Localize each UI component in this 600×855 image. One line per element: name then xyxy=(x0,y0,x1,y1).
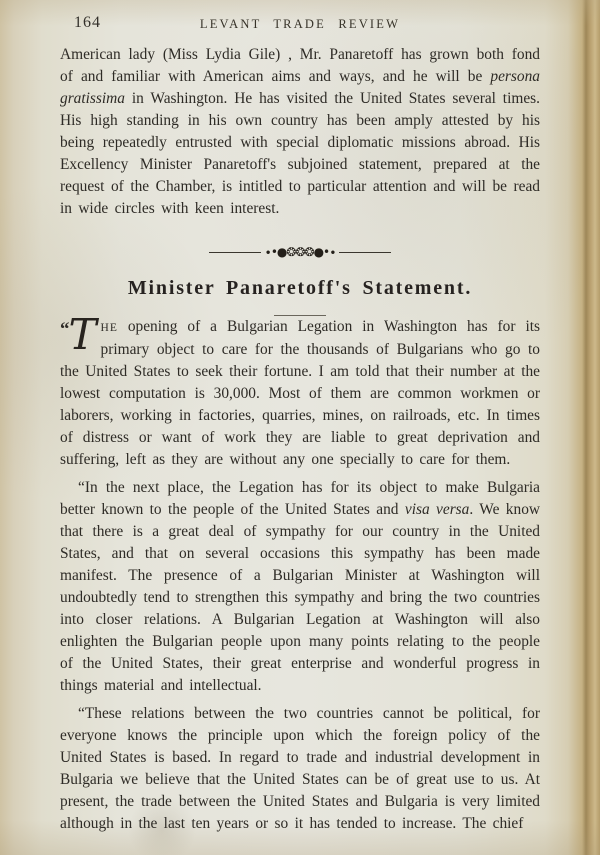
statement-2-text-start: In the next place, the Legation has for its object to make Bulgaria better known to the people of the United States and xyxy=(60,479,540,518)
intro-paragraph xyxy=(60,44,540,220)
ornament-right-rule xyxy=(339,252,391,253)
statement-2-italic-phrase: visa versa xyxy=(404,501,470,518)
intro-italic-phrase: persona gratissima xyxy=(60,68,540,107)
decorative-drop-cap: T xyxy=(68,310,97,359)
statement-3-text: These relations between the two countries cannot be political, for everyone knows the principle upon which the foreign policy of the United States is based. In regard to trade and industrial development in Bulgaria we believe that the United States can be of great use to us. At present, the trade between the United States and Bulgaria is very limited although in the last ten years or so it has tended to increase. The chief xyxy=(60,705,540,832)
statement-paragraph-2 xyxy=(60,477,540,697)
dropcap-wrap xyxy=(60,310,97,359)
ornament-left-rule xyxy=(209,252,261,253)
page-number: 164 xyxy=(74,14,101,31)
statement-paragraph-3 xyxy=(60,703,540,835)
ornament-glyphs: ∙•●❂❂❂●•∙ xyxy=(264,245,336,259)
statement-1-text: opening of a Bulgarian Legation in Washington has for its primary object to care for the thousands of Bulgarians who go to the United States to seek their fortune. I am told that their number at the lowest computation is 30,000. Most of them are common workmen or laborers, working in factories, quarries, mines, on railroads, etc. In times of distress or want of work they are liable to great deprivation and suffering, left as they are without any one specially to care for them. xyxy=(60,318,540,468)
running-header xyxy=(0,10,600,44)
smallcaps-he: HE xyxy=(100,322,118,334)
paragraph-quote-mark: “ xyxy=(78,705,85,722)
statement-2-text-end: . We know that there is a great deal of sympathy for our country in the United States, and that on several occasions this sympathy has been made manifest. The presence of a Bulgarian Minister at Washington will undoubtedly tend to strengthen this sympathy and bring the two countries into closer relations. A Bulgarian Legation at Washington will also enlighten the Bulgarian people upon many points relating to the people of the United States, their great enterprise and wonderful progress in things material and intellectual. xyxy=(60,501,540,694)
section-divider-ornament xyxy=(60,244,540,260)
statement-paragraph-1 xyxy=(60,310,540,471)
text-column xyxy=(60,44,540,835)
intro-text-end: in Washington. He has visited the United States several times. His high standing in his own country has been amply attested by his being repeatedly entrusted with special diplomatic missions abroad. His Excellency Minister Panaretoff's subjoined statement, prepared at the request of the Chamber, is intitled to particular attention and will be read in wide circles with keen interest. xyxy=(60,90,540,217)
intro-text-start: American lady (Miss Lydia Gile) , Mr. Panaretoff has grown both fond of and familiar with American aims and ways, and he will be xyxy=(60,46,540,85)
paragraph-quote-mark: “ xyxy=(78,479,85,496)
opening-quote-mark: “ xyxy=(60,319,68,340)
section-heading: Minister Panaretoff's Statement. xyxy=(127,277,473,299)
journal-title: LEVANT TRADE REVIEW xyxy=(199,17,401,31)
